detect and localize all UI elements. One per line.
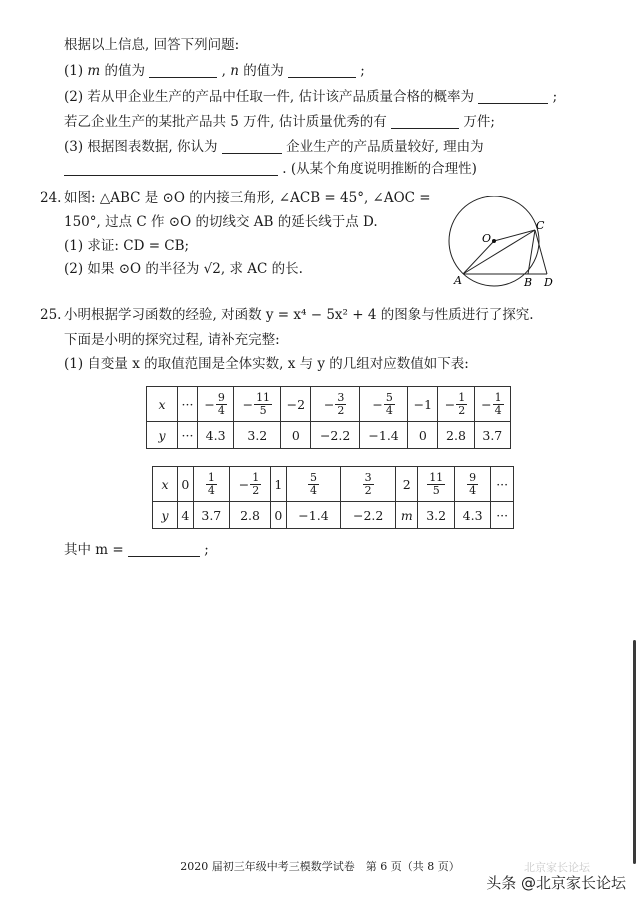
table-1-y-cell: ··· — [178, 422, 198, 449]
answer-blank-company[interactable] — [222, 139, 282, 154]
answer-blank-probability[interactable] — [478, 89, 548, 104]
table-2-y-cell: 3.2 — [418, 502, 454, 529]
minus-sign: − — [444, 396, 456, 412]
table-1-y-cell: 0 — [281, 422, 311, 449]
fraction — [206, 472, 217, 497]
table-2-y-cell: 4 — [178, 502, 194, 529]
table-1-x-cell — [197, 387, 233, 422]
table-1-x-cell — [438, 387, 474, 422]
fraction-denominator: 2 — [458, 403, 466, 417]
problem-24-number: 24. — [40, 190, 62, 206]
fraction — [384, 392, 395, 417]
intro-line: 根据以上信息, 回答下列问题: — [64, 37, 240, 53]
table-1-y-cell: 3.7 — [474, 422, 510, 449]
fraction-numerator: 1 — [494, 390, 502, 404]
table-1-y-row — [147, 422, 511, 449]
fraction — [308, 472, 319, 497]
table-1-y-header: y — [147, 422, 178, 449]
table-2-x-header: x — [153, 467, 178, 502]
table-2-y-cell: −2.2 — [341, 502, 396, 529]
question-1-line: (1) m 的值为 , n 的值为 ; — [64, 63, 365, 79]
fraction — [335, 392, 346, 417]
minus-sign: − — [242, 396, 254, 412]
fraction — [363, 472, 374, 497]
table-2-y-header: y — [153, 502, 178, 529]
problem-25-line-2: 下面是小明的探究过程, 请补充完整: — [64, 332, 280, 348]
fraction-numerator: 9 — [217, 390, 225, 404]
answer-blank-n[interactable] — [288, 63, 356, 78]
value-table-1 — [146, 386, 511, 449]
value-table-2 — [152, 466, 514, 529]
table-2-x-cell — [230, 467, 271, 502]
m-answer-line: 其中 m = ; — [64, 542, 209, 558]
table-1-y-cell: −1.4 — [359, 422, 407, 449]
label-a: A — [454, 274, 462, 287]
minus-sign: − — [204, 396, 215, 412]
answer-blank-reason[interactable] — [64, 161, 278, 176]
fraction-denominator: 4 — [494, 403, 502, 417]
table-1-x-header: x — [147, 387, 178, 422]
fraction-numerator: 1 — [207, 470, 215, 484]
table-1-x-row — [147, 387, 511, 422]
question-2-cont-line: 若乙企业生产的某批产品共 5 万件, 估计质量优秀的有 万件; — [64, 114, 495, 130]
question-3-line: (3) 根据图表数据, 你认为 企业生产的产品质量较好, 理由为 — [64, 139, 484, 155]
table-1-x-cell — [234, 387, 281, 422]
fraction — [216, 392, 227, 417]
table-1-x-cell: −1 — [408, 387, 438, 422]
table-2-y-cell: ··· — [491, 502, 514, 529]
table-2-x-cell: 2 — [396, 467, 418, 502]
table-1-x-cell: ··· — [178, 387, 198, 422]
answer-blank-m[interactable] — [149, 63, 217, 78]
center-point — [492, 239, 496, 243]
minus-sign: − — [481, 396, 492, 412]
segment-oc — [494, 230, 535, 241]
table-1-x-cell — [474, 387, 510, 422]
fraction — [456, 392, 467, 417]
table-1-y-cell: 0 — [408, 422, 438, 449]
question-3-cont-line: . (从某个角度说明推断的合理性) — [64, 160, 477, 178]
table-2-x-cell: 0 — [178, 467, 194, 502]
watermark: 头条 @北京家长论坛 — [486, 874, 626, 892]
table-2-x-row — [153, 467, 514, 502]
table-2-x-cell — [454, 467, 490, 502]
fraction-denominator: 4 — [207, 483, 215, 497]
table-1-y-cell: −2.2 — [311, 422, 359, 449]
circle-triangle-figure — [448, 196, 558, 291]
table-2-x-cell — [418, 467, 454, 502]
fraction-denominator: 2 — [337, 403, 345, 417]
table-2-y-cell: −1.4 — [286, 502, 341, 529]
fraction-numerator: 1 — [252, 470, 260, 484]
fraction — [467, 472, 478, 497]
fraction-denominator: 4 — [217, 403, 225, 417]
answer-blank-m-value[interactable] — [128, 542, 200, 557]
minus-sign: − — [238, 476, 250, 492]
segment-ac — [463, 230, 535, 274]
label-o: O — [482, 232, 492, 245]
fraction — [254, 392, 272, 417]
table-2-x-cell — [193, 467, 229, 502]
fraction-numerator: 5 — [385, 390, 393, 404]
label-c: C — [536, 219, 545, 232]
table-2-y-cell: 0 — [271, 502, 287, 529]
label-d: D — [544, 276, 553, 289]
minus-sign: − — [323, 396, 335, 412]
problem-25-number: 25. — [40, 307, 62, 323]
table-2-y-cell: 2.8 — [230, 502, 271, 529]
question-2-line: (2) 若从甲企业生产的产品中任取一件, 估计该产品质量合格的概率为 ; — [64, 89, 558, 105]
fraction-numerator: 11 — [429, 470, 444, 484]
fraction-denominator: 4 — [469, 483, 477, 497]
problem-25-line-3: (1) 自变量 x 的取值范围是全体实数, x 与 y 的几组对应数值如下表: — [64, 356, 469, 372]
table-1-y-cell: 4.3 — [197, 422, 233, 449]
problem-24-part-2: (2) 如果 ⊙O 的半径为 √2, 求 AC 的长. — [64, 261, 303, 277]
table-1-x-cell — [311, 387, 359, 422]
fraction-numerator: 3 — [337, 390, 345, 404]
table-2-x-cell: ··· — [491, 467, 514, 502]
segment-cd — [535, 230, 547, 274]
scrollbar[interactable] — [633, 640, 636, 864]
table-2-x-cell — [341, 467, 396, 502]
table-2-x-cell: 1 — [271, 467, 287, 502]
fraction — [250, 472, 261, 497]
table-1-x-cell: −2 — [281, 387, 311, 422]
fraction-denominator: 2 — [252, 483, 260, 497]
table-1-x-cell — [359, 387, 407, 422]
fraction-numerator: 5 — [309, 470, 317, 484]
faint-watermark: 北京家长论坛 — [524, 861, 590, 874]
table-1-y-cell: 3.2 — [234, 422, 281, 449]
fraction-denominator: 5 — [259, 403, 267, 417]
table-2-y-cell: 4.3 — [454, 502, 490, 529]
problem-24-part-1: (1) 求证: CD = CB; — [64, 238, 190, 254]
fraction-numerator: 9 — [469, 470, 477, 484]
page-footer: 2020 届初三年级中考三模数学试卷 第 6 页（共 8 页） — [180, 860, 460, 873]
minus-sign: − — [372, 396, 383, 412]
fraction-denominator: 4 — [309, 483, 317, 497]
table-2-y-cell: 3.7 — [193, 502, 229, 529]
table-2-y-cell: m — [396, 502, 418, 529]
fraction-denominator: 5 — [432, 483, 440, 497]
fraction-numerator: 3 — [364, 470, 372, 484]
fraction-denominator: 4 — [385, 403, 393, 417]
fraction-denominator: 2 — [364, 483, 372, 497]
fraction — [427, 472, 445, 497]
fraction — [493, 392, 504, 417]
fraction-numerator: 11 — [256, 390, 271, 404]
label-b: B — [524, 276, 533, 289]
problem-24-line-1: 如图: △ABC 是 ⊙O 的内接三角形, ∠ACB = 45°, ∠AOC = — [64, 190, 431, 206]
problem-24-line-2: 150°, 过点 C 作 ⊙O 的切线交 AB 的延长线于点 D. — [64, 214, 378, 230]
answer-blank-excellent[interactable] — [391, 114, 459, 129]
segment-cb — [528, 230, 535, 274]
fraction-numerator: 1 — [458, 390, 466, 404]
table-2-y-row — [153, 502, 514, 529]
table-1-y-cell: 2.8 — [438, 422, 474, 449]
problem-25-line-1: 小明根据学习函数的经验, 对函数 y = x⁴ − 5x² + 4 的图象与性质进行了探究. — [64, 307, 534, 323]
table-2-x-cell — [286, 467, 341, 502]
